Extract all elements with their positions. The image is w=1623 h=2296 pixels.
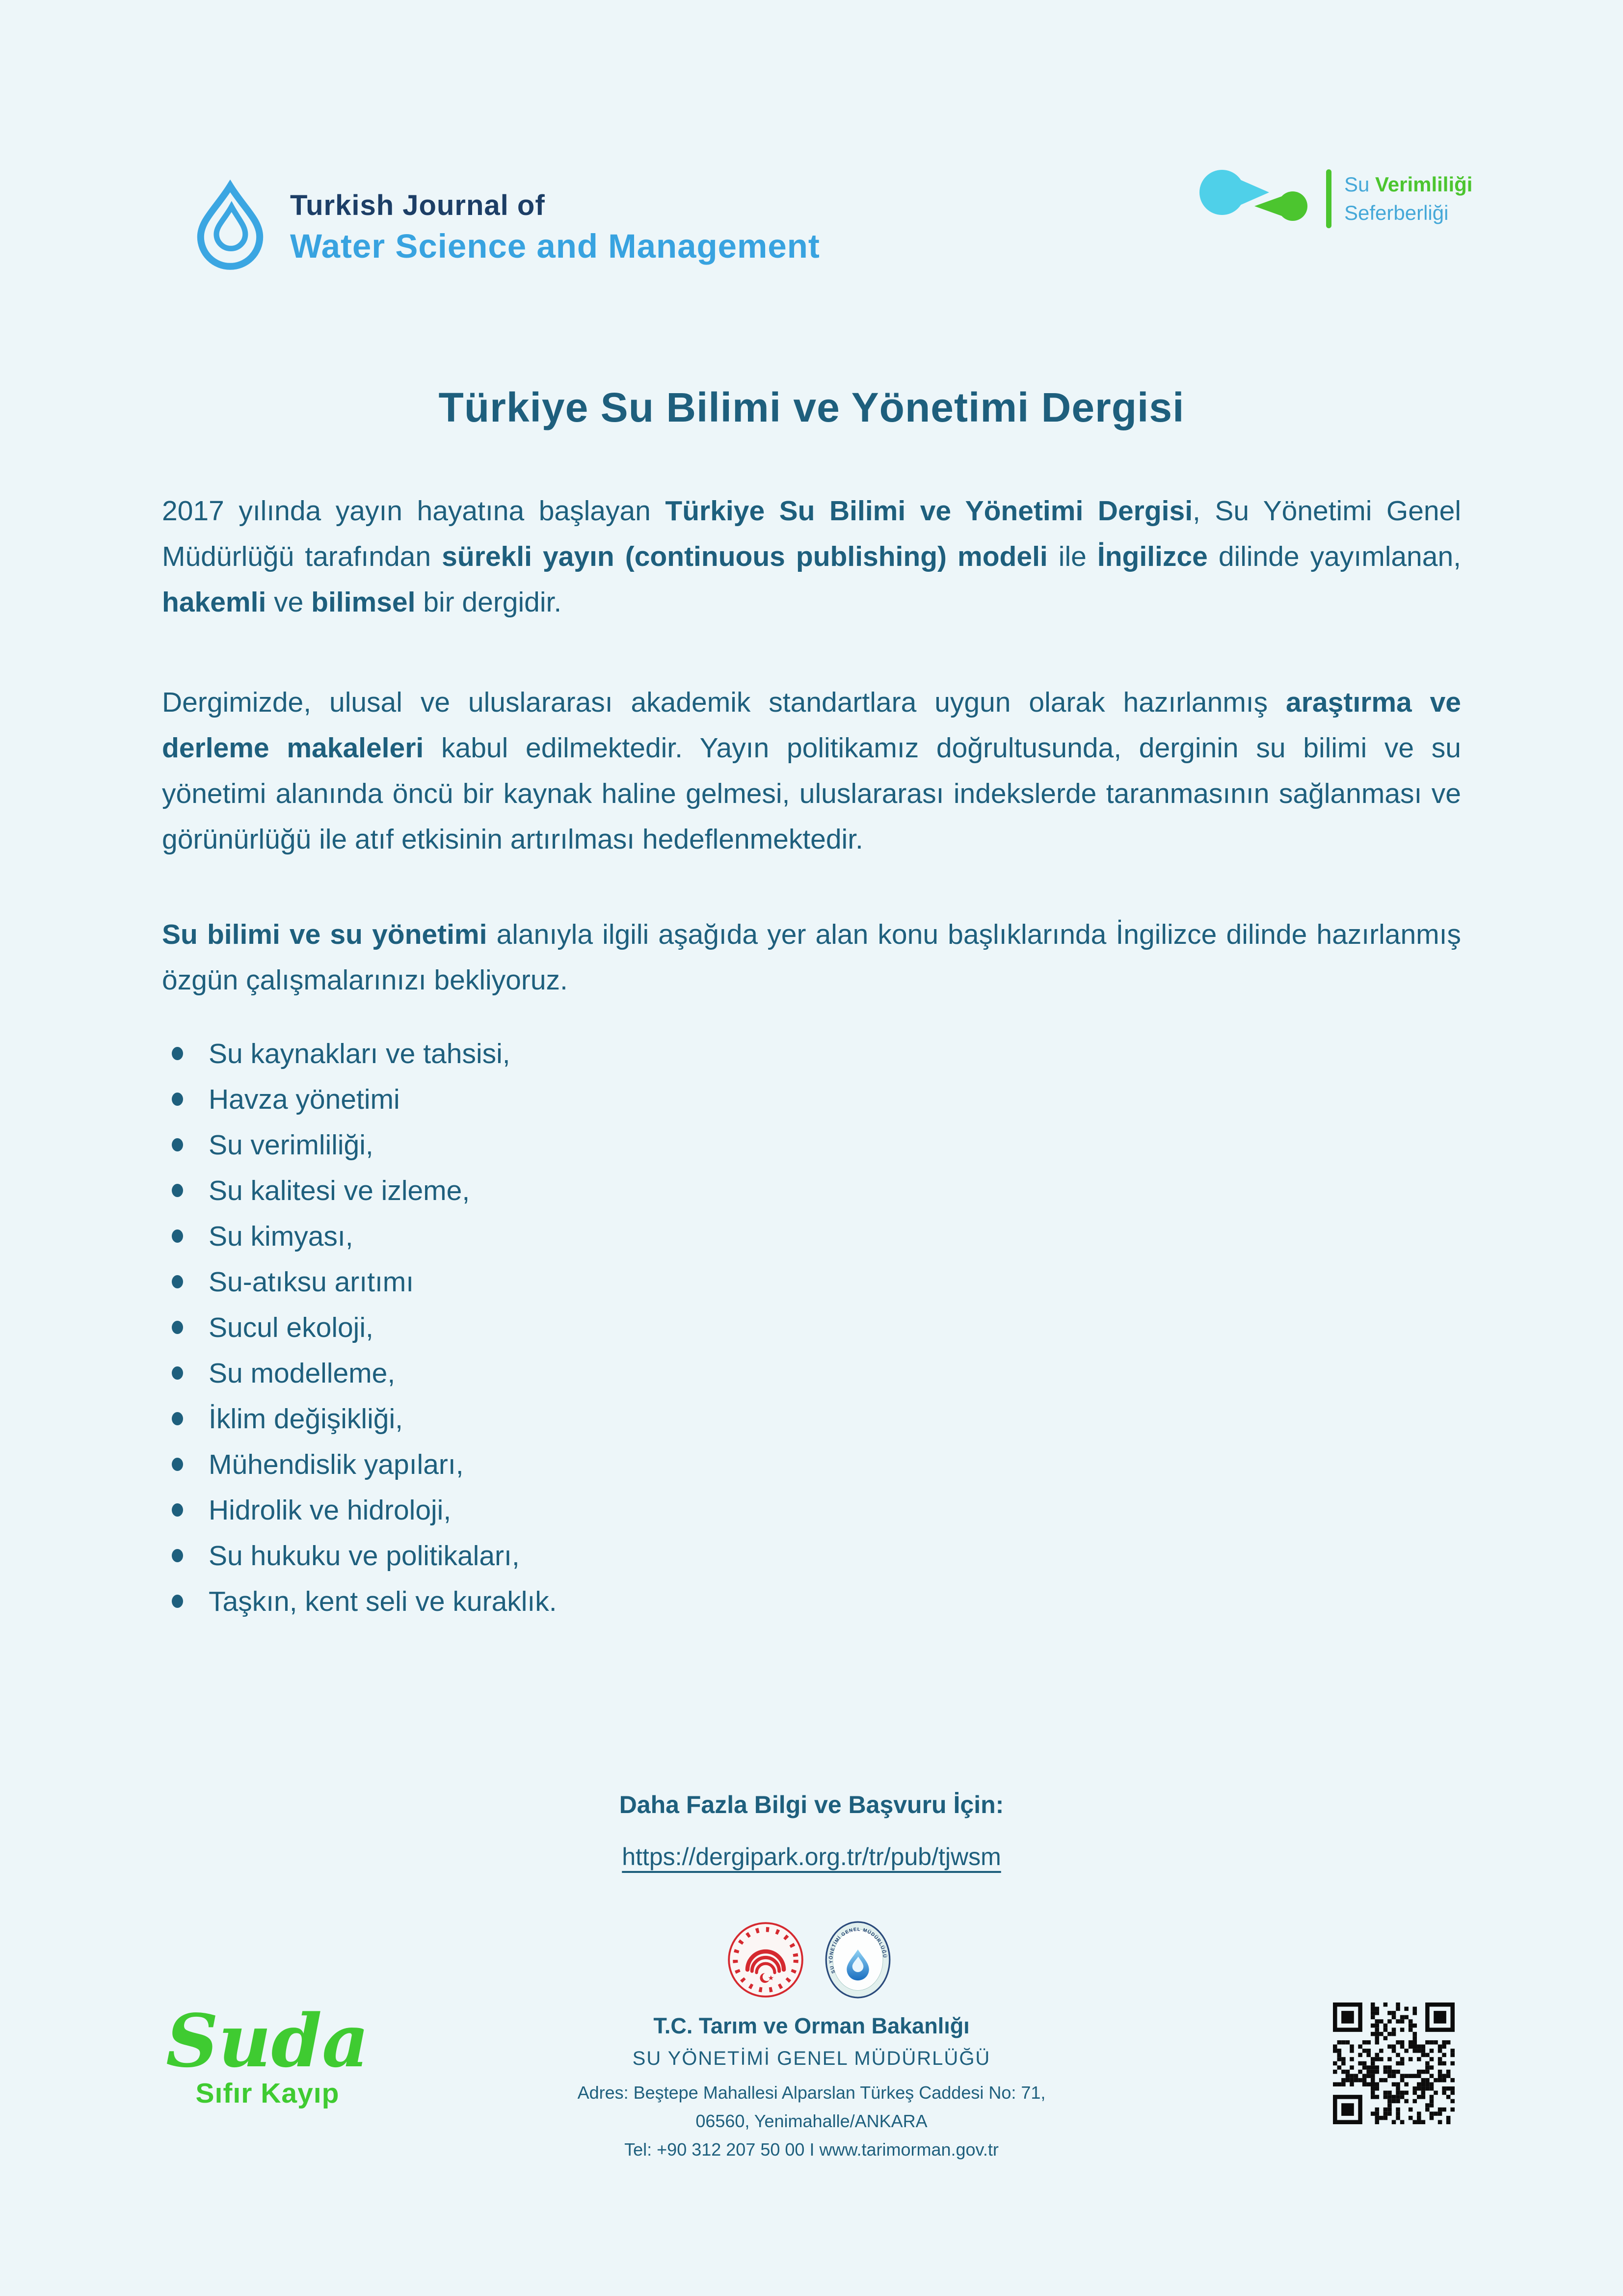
ministry-phone-web: Tel: +90 312 207 50 00 I www.tarimorman.gov.tr xyxy=(624,2139,999,2160)
topic-item: Su hukuku ve politikaları, xyxy=(162,1539,557,1573)
ministry-address-line2: 06560, Yenimahalle/ANKARA xyxy=(695,2111,928,2131)
text-run: bir dergidir. xyxy=(415,587,562,618)
scope-paragraph xyxy=(162,680,1461,862)
ministry-department: SU YÖNETİMİ GENEL MÜDÜRLÜĞÜ xyxy=(632,2048,991,2069)
more-info-section xyxy=(0,1790,1623,1871)
intro-paragraph xyxy=(162,488,1461,625)
topic-item: Su modelleme, xyxy=(162,1356,557,1390)
text-run: 2017 yılında yayın hayatına başlayan xyxy=(162,495,665,527)
more-info-heading: Daha Fazla Bilgi ve Başvuru İçin: xyxy=(619,1791,1004,1818)
text-run: Dergimizde, ulusal ve uluslararası akademik standartlara uygun olarak hazırlanmış xyxy=(162,687,1286,718)
suda-script-text: Suda xyxy=(166,1998,369,2083)
journal-link[interactable]: https://dergipark.org.tr/tr/pub/tjwsm xyxy=(622,1843,1001,1870)
text-run: ile xyxy=(1047,541,1097,572)
journal-logo-line1: Turkish Journal of xyxy=(290,189,545,221)
text-run-bold: Su bilimi ve su yönetimi xyxy=(162,919,487,950)
suda-subtitle: Sıfır Kayıp xyxy=(195,2078,340,2109)
su-verimliligi-logo xyxy=(1197,162,1472,236)
campaign-word-seferberligi: Seferberliği xyxy=(1344,201,1449,224)
topic-item: Su kalitesi ve izleme, xyxy=(162,1174,557,1208)
text-run: ve xyxy=(266,587,312,618)
text-run: alanıyla ilgili aşağıda yer alan konu başlıklarında İngilizce dilinde hazırlanmış özgün çalışmalarınızı bekliyoruz. xyxy=(162,919,1462,996)
text-run: kabul edilmektedir. Yayın politikamız doğrultusunda, derginin su bilimi ve su yönetimi alanında öncü bir kaynak haline gelmesi, uluslararası indekslerde taranmasının sağlanması ve görünürlüğü ile atıf etkisinin artırılması hedeflenmektedir. xyxy=(162,732,1462,855)
topics-list xyxy=(162,1037,557,1630)
text-run-bold: sürekli yayın (continuous publishing) modeli xyxy=(442,541,1048,572)
seals-row xyxy=(0,1920,1623,2000)
text-run-bold: hakemli xyxy=(162,587,266,618)
campaign-word-verimliligi: Verimliliği xyxy=(1375,173,1473,196)
topic-item: Mühendislik yapıları, xyxy=(162,1447,557,1482)
campaign-word-su: Su xyxy=(1344,173,1370,196)
divider-bar xyxy=(1326,169,1331,228)
topic-item: Su kaynakları ve tahsisi, xyxy=(162,1037,557,1071)
text-run-bold: bilimsel xyxy=(311,587,416,618)
call-paragraph xyxy=(162,912,1461,1003)
text-run-bold: İngilizce xyxy=(1097,541,1208,572)
topic-item: Su-atıksu arıtımı xyxy=(162,1265,557,1299)
topic-item: Hidrolik ve hidroloji, xyxy=(162,1493,557,1527)
journal-logo-line2: Water Science and Management xyxy=(290,227,820,265)
text-run: dilinde yayımlanan, xyxy=(1207,541,1461,572)
campaign-logo-text xyxy=(1344,170,1472,227)
text-run-bold: Türkiye Su Bilimi ve Yönetimi Dergisi xyxy=(665,495,1193,527)
topic-item: Havza yönetimi xyxy=(162,1082,557,1117)
ministry-address-line1: Adres: Beştepe Mahallesi Alparslan Türkeş Caddesi No: 71, xyxy=(577,2082,1046,2103)
water-drop-icon xyxy=(189,177,271,278)
text-run-bold: araştırma ve derleme makaleleri xyxy=(162,687,1462,764)
topic-item: Sucul ekoloji, xyxy=(162,1310,557,1345)
topic-item: İklim değişikliği, xyxy=(162,1402,557,1436)
topic-item: Su kimyası, xyxy=(162,1219,557,1254)
topic-item: Taşkın, kent seli ve kuraklık. xyxy=(162,1584,557,1619)
qr-code xyxy=(1333,2002,1455,2124)
page-title: Türkiye Su Bilimi ve Yönetimi Dergisi xyxy=(438,384,1185,430)
tarim-orman-seal-icon xyxy=(726,1920,805,2000)
sygm-seal-icon xyxy=(818,1920,898,2000)
suda-sifir-kayip-logo xyxy=(160,1998,375,2109)
water-efficiency-drops-icon xyxy=(1197,162,1320,236)
text-run: , Su Yönetimi Genel Müdürlüğü tarafından xyxy=(162,495,1461,572)
journal-logo xyxy=(189,177,820,278)
seal-curved-text: SU YÖNETİMİ GENEL MÜDÜRLÜĞÜ xyxy=(828,1926,887,1975)
ministry-name: T.C. Tarım ve Orman Bakanlığı xyxy=(653,2013,970,2038)
topic-item: Su verimliliği, xyxy=(162,1128,557,1162)
journal-logo-text xyxy=(290,189,820,266)
qr-code-icon xyxy=(1333,2002,1455,2124)
